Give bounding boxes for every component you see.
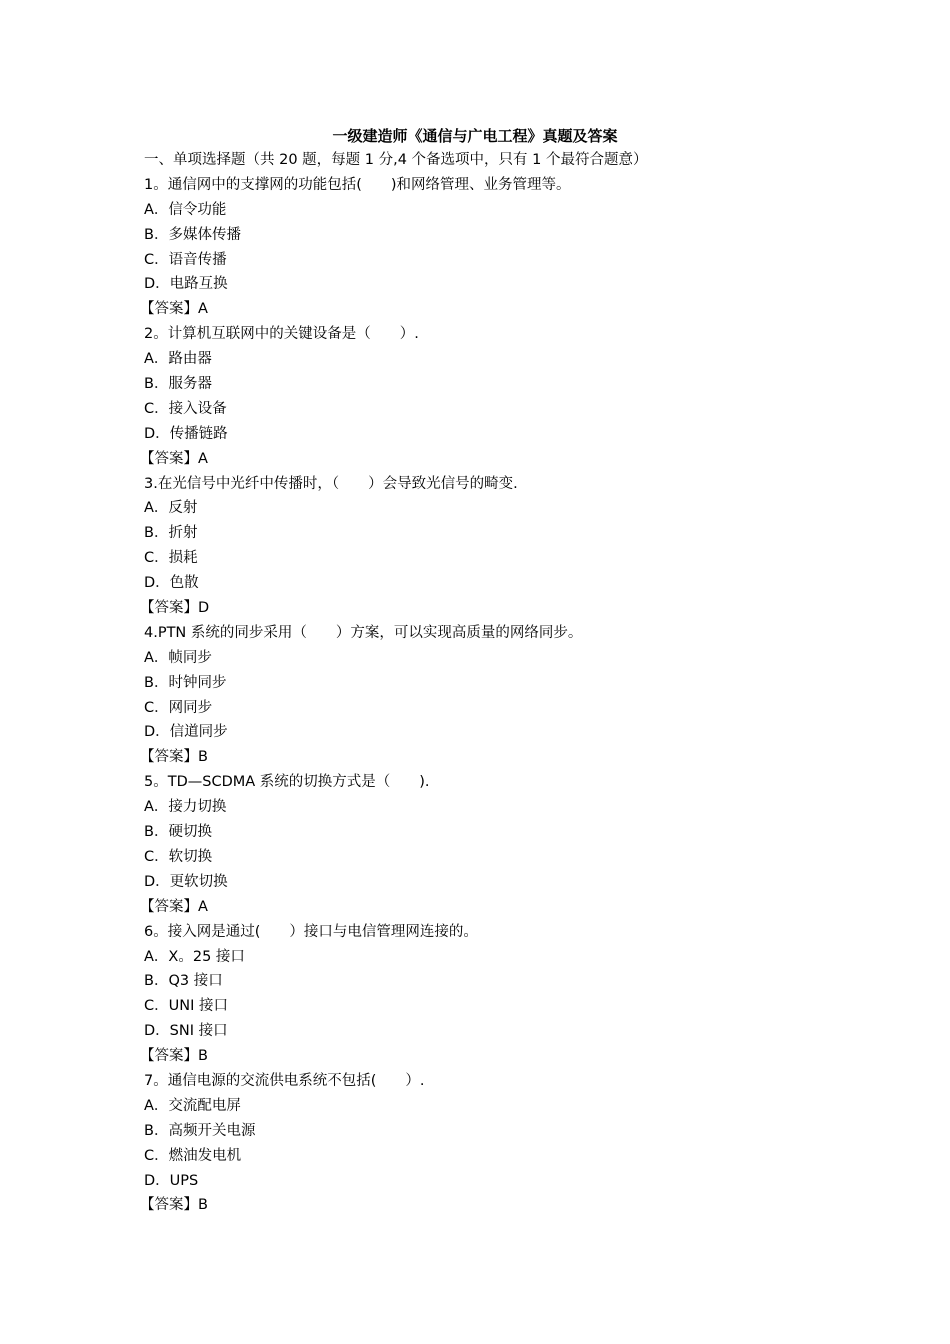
option-c: C．软切换 [144,848,213,865]
option-b: B．高频开关电源 [144,1122,256,1139]
answer-line: 【答案】A [140,450,208,467]
answer-line: 【答案】A [140,301,208,318]
option-c: C．语音传播 [144,251,227,268]
option-b: B．Q3 接口 [144,973,223,990]
answer-line: 【答案】B [140,1197,208,1214]
question-stem: 4.PTN 系统的同步采用（ ）方案，可以实现高质量的网络同步。 [144,624,583,641]
question-stem: 5。TD—SCDMA 系统的切换方式是（ ). [144,774,430,791]
option-b: B．折射 [144,525,198,542]
answer-line: 【答案】B [140,1048,208,1065]
question-stem: 7。通信电源的交流供电系统不包括( ）. [144,1072,425,1089]
option-a: A．信令功能 [144,201,227,218]
option-c: C．接入设备 [144,400,227,417]
option-d: D．传播链路 [144,425,228,442]
option-c: C．损耗 [144,550,198,567]
option-b: B．服务器 [144,376,212,393]
option-a: A．路由器 [144,351,212,368]
answer-line: 【答案】A [140,898,208,915]
option-d: D．SNI 接口 [144,1023,228,1040]
option-a: A．交流配电屏 [144,1097,241,1114]
option-a: A．帧同步 [144,649,212,666]
option-d: D．UPS [144,1172,199,1189]
option-d: D．信道同步 [144,724,228,741]
question-stem: 3.在光信号中光纤中传播时，（ ）会导致光信号的畸变. [144,475,518,492]
option-b: B．硬切换 [144,824,212,841]
option-b: B．多媒体传播 [144,226,241,243]
option-c: C．UNI 接口 [144,998,228,1015]
question-stem: 6。接入网是通过( ）接口与电信管理网连接的。 [144,923,478,940]
option-a: A．反射 [144,500,198,517]
answer-line: 【答案】D [140,600,210,617]
option-d: D．电路互换 [144,276,228,293]
question-stem: 2。计算机互联网中的关键设备是（ ）. [144,326,419,343]
option-d: D．更软切换 [144,873,228,890]
answer-line: 【答案】B [140,749,208,766]
option-a: A．接力切换 [144,799,227,816]
option-c: C．网同步 [144,699,213,716]
document-body [140,148,824,1218]
option-b: B．时钟同步 [144,674,227,691]
question-stem: 1。通信网中的支撑网的功能包括( )和网络管理、业务管理等。 [144,176,571,193]
option-a: A．X。25 接口 [144,948,245,965]
document-title: 一级建造师《通信与广电工程》真题及答案 [332,127,618,145]
option-c: C．燃油发电机 [144,1147,242,1164]
option-d: D．色散 [144,575,199,592]
section-heading: 一、单项选择题（共 20 题，每题 1 分,4 个备选项中，只有 1 个最符合题意） [144,152,648,168]
